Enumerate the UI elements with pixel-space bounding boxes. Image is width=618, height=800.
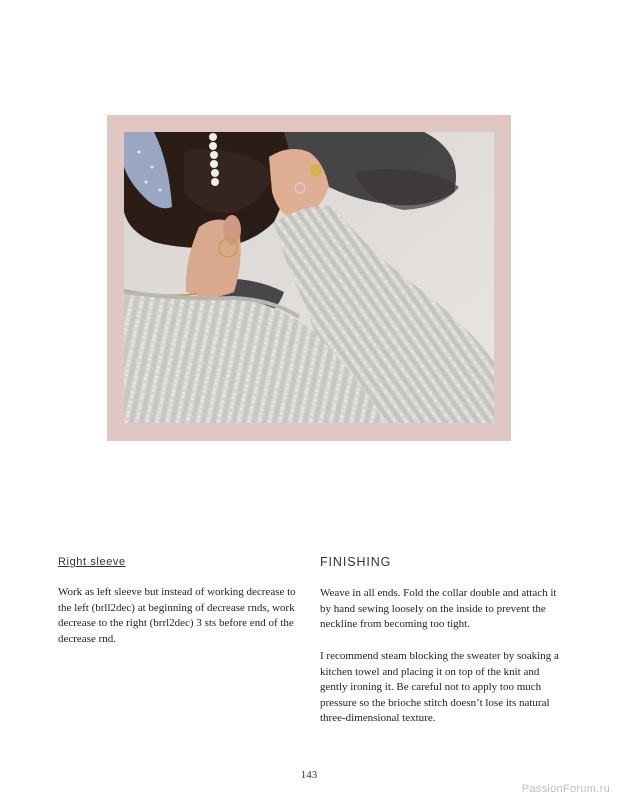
- photo-frame: [107, 115, 511, 441]
- watermark-text: PassionForum.ru: [521, 783, 610, 795]
- page-number: 143: [300, 769, 318, 781]
- sweater-photo: [124, 132, 494, 423]
- finishing-paragraph-2: I recommend steam blocking the sweater by soaking a kitchen towel and placing it on top of the knit and gently ironing it. Be careful not to apply too much pressure so the brioche stitch doesn’t lose its natural three-dimensional texture.: [320, 650, 559, 724]
- right-sleeve-heading: Right sleeve: [58, 556, 126, 568]
- finishing-paragraph-1: Weave in all ends. Fold the collar double and attach it by hand sewing loosely on the inside to prevent the neckline from becoming too tight.: [320, 587, 557, 630]
- right-sleeve-text: Work as left sleeve but instead of working decrease to the left (brll2dec) at beginning of decrease rnds, work decrease to the right (brrl2dec) 3 sts before end of the decrease rnd.: [58, 586, 296, 645]
- finishing-heading: FINISHING: [320, 555, 392, 569]
